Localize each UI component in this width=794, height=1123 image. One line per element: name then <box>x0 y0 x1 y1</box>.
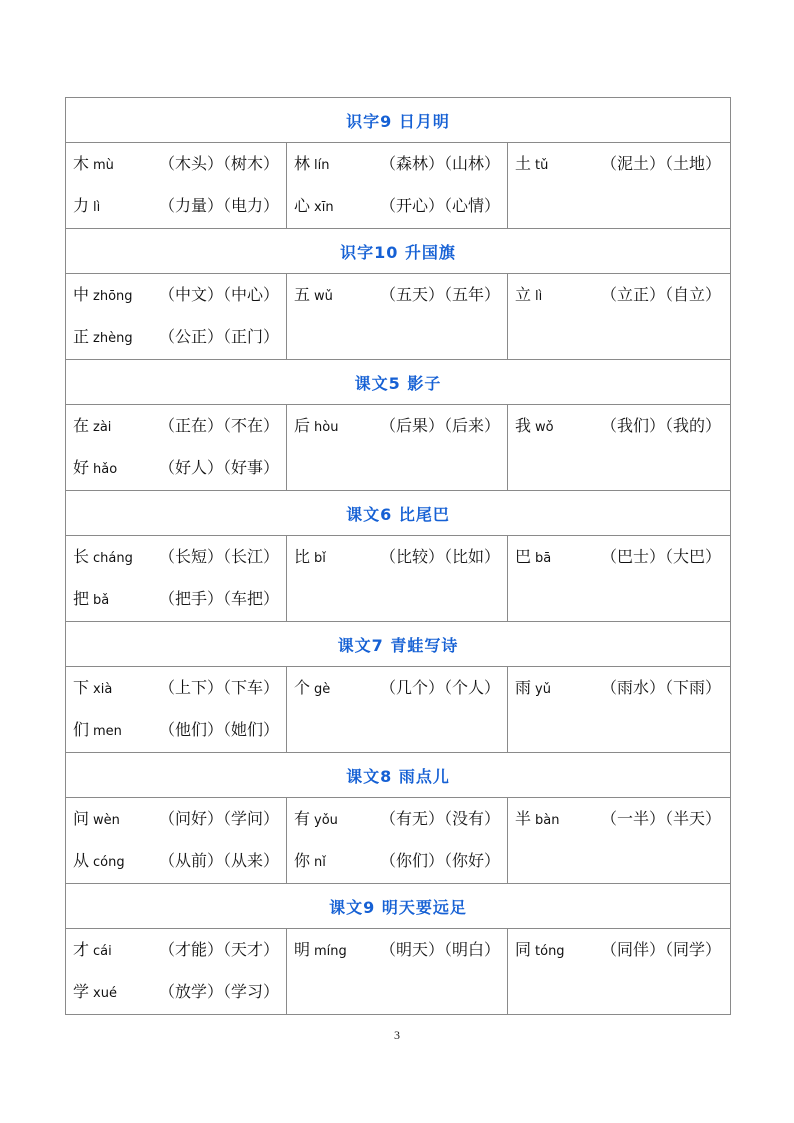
lesson-entries-row <box>66 536 731 622</box>
lesson-title: 课文6 比尾巴 <box>66 491 731 536</box>
pinyin: bǎ <box>93 593 110 608</box>
pinyin: cháng <box>93 551 133 566</box>
vocabulary-table-body <box>66 98 731 1015</box>
character: 学 <box>73 982 90 1001</box>
character-entry <box>515 410 730 442</box>
example-words: （力量）（电力） <box>159 196 280 215</box>
entry-cell <box>66 405 287 491</box>
example-words: （长短）（长江） <box>159 547 280 566</box>
character-entry <box>515 279 730 311</box>
lesson-header-row <box>66 622 731 667</box>
pinyin: xué <box>93 986 117 1001</box>
character-entry <box>73 934 286 976</box>
example-words: （好人）（好事） <box>159 458 280 477</box>
lesson-entries-row <box>66 405 731 491</box>
example-words: （森林）（山林） <box>380 154 501 173</box>
example-words: （公正）（正门） <box>159 327 280 346</box>
character-entry <box>73 672 286 714</box>
lesson-title: 课文7 青蛙写诗 <box>66 622 731 667</box>
character-entry <box>73 321 286 353</box>
pinyin: tǔ <box>535 158 549 173</box>
pinyin: lì <box>535 289 543 304</box>
entry-cell <box>287 929 508 1015</box>
example-words: （放学）（学习） <box>159 982 280 1001</box>
character: 问 <box>73 809 90 828</box>
pinyin: míng <box>314 944 347 959</box>
character: 才 <box>73 940 90 959</box>
lesson-title: 识字9 日月明 <box>66 98 731 143</box>
lesson-entries-row <box>66 929 731 1015</box>
character: 好 <box>73 458 90 477</box>
pinyin: men <box>93 724 122 739</box>
lesson-entries-row <box>66 667 731 753</box>
entry-cell <box>508 143 731 229</box>
character: 比 <box>294 547 311 566</box>
character: 立 <box>515 285 532 304</box>
pinyin: bàn <box>535 813 560 828</box>
example-words: （你们）（你好） <box>380 851 501 870</box>
entry-cell <box>66 929 287 1015</box>
entry-cell <box>508 274 731 360</box>
lesson-title: 课文9 明天要远足 <box>66 884 731 929</box>
pinyin: xīn <box>314 200 334 215</box>
character: 半 <box>515 809 532 828</box>
entry-cell <box>508 929 731 1015</box>
pinyin: yǒu <box>314 813 338 828</box>
character: 从 <box>73 851 90 870</box>
character-entry <box>73 148 286 190</box>
entry-cell <box>287 798 508 884</box>
pinyin: xià <box>93 682 113 697</box>
example-words: （一半）（半天） <box>601 809 722 828</box>
example-words: （有无）（没有） <box>380 809 501 828</box>
lesson-entries-row <box>66 798 731 884</box>
character-entry <box>294 934 507 966</box>
example-words: （立正）（自立） <box>601 285 722 304</box>
example-words: （几个）（个人） <box>380 678 501 697</box>
character: 有 <box>294 809 311 828</box>
character: 巴 <box>515 547 532 566</box>
lesson-entries-row <box>66 143 731 229</box>
character: 你 <box>294 851 311 870</box>
entry-cell <box>287 536 508 622</box>
entry-cell <box>287 667 508 753</box>
pinyin: yǔ <box>535 682 551 697</box>
character-entry <box>294 148 507 190</box>
pinyin: tóng <box>535 944 565 959</box>
lesson-title: 课文5 影子 <box>66 360 731 405</box>
pinyin: zhōng <box>93 289 133 304</box>
character-entry <box>294 190 507 222</box>
entry-cell <box>287 143 508 229</box>
character: 心 <box>294 196 311 215</box>
example-words: （他们）（她们） <box>159 720 280 739</box>
entry-cell <box>66 274 287 360</box>
character: 正 <box>73 327 90 346</box>
character: 林 <box>294 154 311 173</box>
lesson-header-row <box>66 360 731 405</box>
character: 下 <box>73 678 90 697</box>
character-entry <box>515 803 730 835</box>
lesson-header-row <box>66 229 731 274</box>
character-entry <box>294 672 507 704</box>
lesson-header-row <box>66 491 731 536</box>
character: 个 <box>294 678 311 697</box>
character-entry <box>73 541 286 583</box>
example-words: （我们）（我的） <box>601 416 722 435</box>
character-entry <box>294 279 507 311</box>
pinyin: wèn <box>93 813 120 828</box>
character: 力 <box>73 196 90 215</box>
example-words: （开心）（心情） <box>380 196 501 215</box>
entry-cell <box>508 405 731 491</box>
character-entry <box>515 148 730 180</box>
character-entry <box>73 279 286 321</box>
character-entry <box>515 672 730 704</box>
vocabulary-table <box>65 97 731 1015</box>
pinyin: hòu <box>314 420 339 435</box>
entry-cell <box>508 798 731 884</box>
character-entry <box>515 934 730 966</box>
character: 后 <box>294 416 311 435</box>
character-entry <box>73 452 286 484</box>
pinyin: bā <box>535 551 552 566</box>
entry-cell <box>287 274 508 360</box>
character-entry <box>73 803 286 845</box>
example-words: （问好）（学问） <box>159 809 280 828</box>
character: 们 <box>73 720 90 739</box>
pinyin: lín <box>314 158 330 173</box>
example-words: （泥土）（土地） <box>601 154 722 173</box>
entry-cell <box>508 536 731 622</box>
character: 在 <box>73 416 90 435</box>
character-entry <box>73 190 286 222</box>
pinyin: cóng <box>93 855 125 870</box>
entry-cell <box>287 405 508 491</box>
character: 五 <box>294 285 311 304</box>
example-words: （同伴）（同学） <box>601 940 722 959</box>
entry-cell <box>66 143 287 229</box>
character: 中 <box>73 285 90 304</box>
character-entry <box>294 541 507 573</box>
pinyin: lì <box>93 200 101 215</box>
pinyin: zài <box>93 420 112 435</box>
example-words: （后果）（后来） <box>380 416 501 435</box>
character: 木 <box>73 154 90 173</box>
pinyin: wǔ <box>314 289 333 304</box>
lesson-header-row <box>66 884 731 929</box>
entry-cell <box>66 536 287 622</box>
character: 把 <box>73 589 90 608</box>
pinyin: mù <box>93 158 114 173</box>
character: 明 <box>294 940 311 959</box>
example-words: （木头）（树木） <box>159 154 280 173</box>
pinyin: gè <box>314 682 331 697</box>
entry-cell <box>66 667 287 753</box>
example-words: （正在）（不在） <box>159 416 280 435</box>
lesson-entries-row <box>66 274 731 360</box>
entry-cell <box>66 798 287 884</box>
lesson-title: 识字10 升国旗 <box>66 229 731 274</box>
lesson-header-row <box>66 98 731 143</box>
character-entry <box>73 583 286 615</box>
pinyin: zhèng <box>93 331 133 346</box>
character-entry <box>73 714 286 746</box>
character-entry <box>515 541 730 573</box>
example-words: （中文）（中心） <box>159 285 280 304</box>
example-words: （上下）（下车） <box>159 678 280 697</box>
page-number: 3 <box>394 1028 400 1042</box>
character: 雨 <box>515 678 532 697</box>
character: 同 <box>515 940 532 959</box>
example-words: （五天）（五年） <box>380 285 501 304</box>
character-entry <box>73 976 286 1008</box>
character-entry <box>294 845 507 877</box>
example-words: （才能）（天才） <box>159 940 280 959</box>
example-words: （比较）（比如） <box>380 547 501 566</box>
character: 土 <box>515 154 532 173</box>
character-entry <box>73 845 286 877</box>
character-entry <box>294 410 507 442</box>
example-words: （把手）（车把） <box>159 589 280 608</box>
pinyin: nǐ <box>314 855 326 870</box>
character-entry <box>73 410 286 452</box>
example-words: （巴士）（大巴） <box>601 547 722 566</box>
character-entry <box>294 803 507 845</box>
character: 我 <box>515 416 532 435</box>
pinyin: hǎo <box>93 462 118 477</box>
lesson-header-row <box>66 753 731 798</box>
pinyin: wǒ <box>535 420 554 435</box>
entry-cell <box>508 667 731 753</box>
lesson-title: 课文8 雨点儿 <box>66 753 731 798</box>
character: 长 <box>73 547 90 566</box>
example-words: （从前）（从来） <box>159 851 280 870</box>
pinyin: cái <box>93 944 112 959</box>
example-words: （明天）（明白） <box>380 940 501 959</box>
pinyin: bǐ <box>314 551 326 566</box>
example-words: （雨水）（下雨） <box>601 678 722 697</box>
